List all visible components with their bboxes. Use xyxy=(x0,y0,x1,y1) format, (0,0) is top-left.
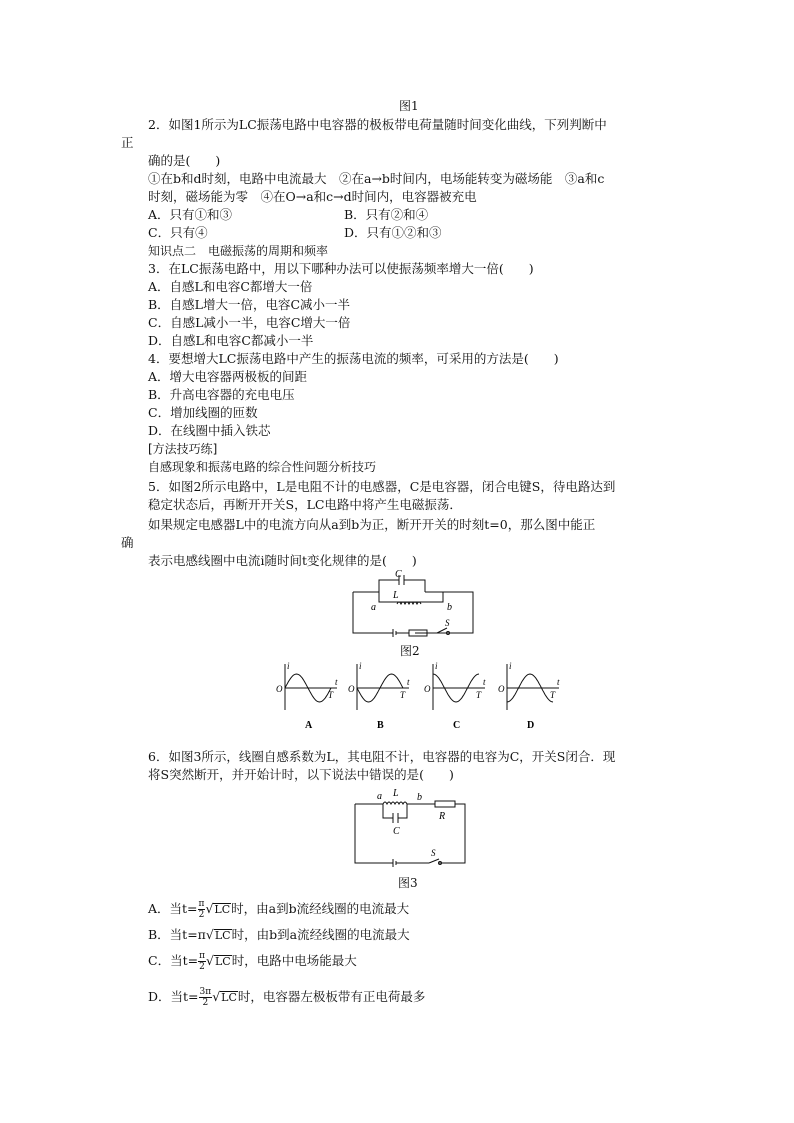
fig2-label-l: L xyxy=(393,590,399,601)
q3-option-d: D．自感L和电容C都减小一半 xyxy=(148,333,314,348)
q6-option-a-pre: A．当t= xyxy=(148,901,198,916)
graph-label-i: i xyxy=(287,661,290,671)
fig2-label-c: C xyxy=(395,569,402,580)
fig2-circuit xyxy=(353,569,473,634)
fig2-label-a: a xyxy=(371,602,376,613)
q4-option-c: C．增加线圈的匝数 xyxy=(148,405,258,420)
fig3-label-r: R xyxy=(439,811,446,822)
q5-line2: 稳定状态后，再断开开关S，LC电路中将产生电磁振荡． xyxy=(148,497,462,512)
q4-option-d: D．在线圈中插入铁芯 xyxy=(148,423,271,438)
q3-option-b: B．自感L增大一倍，电容C减小一半 xyxy=(148,297,351,312)
q2-option-c: C．只有④ xyxy=(148,225,208,240)
graph-c xyxy=(424,661,486,731)
q5-wrap: 确 xyxy=(121,535,134,550)
graph-choice-label: A xyxy=(305,720,313,731)
q2-stem-wrap: 正 xyxy=(121,135,134,150)
fig2-label-b: b xyxy=(447,602,452,613)
q2-statements-line1: ①在b和d时刻，电路中电流最大 ②在a→b时间内，电场能转变为磁场能 ③a和c xyxy=(148,171,605,186)
graph-label-i: i xyxy=(359,661,362,671)
graph-label-period: T xyxy=(550,690,556,700)
fraction-pi-over-2: $\frac{\pi}{2}$ xyxy=(198,899,205,920)
q4-option-a: A．增大电容器两极板的间距 xyxy=(148,369,308,384)
graph-label-origin: O xyxy=(424,684,431,694)
method-tag: [方法技巧练] xyxy=(148,442,218,456)
graph-label-origin: O xyxy=(348,684,355,694)
graph-choice-label: D xyxy=(527,720,535,731)
graph-label-period: T xyxy=(400,690,406,700)
graph-label-t: t xyxy=(407,677,410,687)
q6-option-b: B．当t=π√LC时，由b到a流经线圈的电流最大 xyxy=(148,927,410,942)
q5-line3: 如果规定电感器L中的电流方向从a到b为正，断开开关的时刻t=0，那么图中能正 xyxy=(148,517,596,532)
graph-label-i: i xyxy=(509,661,512,671)
fig2-answer-graphs xyxy=(265,660,565,735)
q3-option-a: A．自感L和电容C都增大一倍 xyxy=(148,279,313,294)
graph-b xyxy=(348,661,410,731)
q2-stem-line2: 确的是( ) xyxy=(148,153,221,168)
q2-statements-line2: 时刻，磁场能为零 ④在O→a和c→d时间内，电容器被充电 xyxy=(148,189,477,204)
q4-option-b: B．升高电容器的充电电压 xyxy=(148,387,295,402)
graph-label-origin: O xyxy=(498,684,505,694)
fraction-pi-over-2: $\frac{\pi}{2}$ xyxy=(199,951,205,972)
method-title: 自感现象和振荡电路的综合性问题分析技巧 xyxy=(148,460,377,474)
fig1-caption: 图1 xyxy=(399,99,419,113)
q3-option-c: C．自感L减小一半，电容C增大一倍 xyxy=(148,315,351,330)
q4-stem: 4．要想增大LC振荡电路中产生的振荡电流的频率，可采用的方法是( ) xyxy=(148,351,559,366)
q6-option-b-pre: B．当t=π xyxy=(148,927,206,942)
q6-option-b-post: 时，由b到a流经线圈的电流最大 xyxy=(231,927,410,942)
graph-label-t: t xyxy=(335,677,338,687)
q6-option-c: C．当t= $\frac{\pi}{2}$ √LC时，电路中电场能最大 xyxy=(148,951,357,972)
fig3-circuit xyxy=(355,788,471,864)
graph-d xyxy=(498,661,560,731)
section-heading: 知识点二 电磁振荡的周期和频率 xyxy=(148,244,329,258)
q6-option-c-post: 时，电路中电场能最大 xyxy=(231,953,357,968)
fig3-label-s: S xyxy=(431,848,436,858)
graph-a xyxy=(276,661,338,731)
graph-label-origin: O xyxy=(276,684,283,694)
graph-label-i: i xyxy=(435,661,438,671)
fig3-label-c: C xyxy=(393,826,400,837)
fig2-caption: 图2 xyxy=(400,644,420,658)
q6-option-a: A．当t= $\frac{\pi}{2}$ √LC时，由a到b流经线圈的电流最大 xyxy=(148,899,410,920)
fig3-caption: 图3 xyxy=(398,876,418,890)
q6-option-c-pre: C．当t= xyxy=(148,953,199,968)
graph-label-period: T xyxy=(328,690,334,700)
q2-option-b: B．只有②和④ xyxy=(344,207,429,222)
fig3-label-l: L xyxy=(393,788,399,799)
q2-option-d: D．只有①②和③ xyxy=(344,225,442,240)
graph-choice-label: B xyxy=(377,720,384,731)
fig3-label-a: a xyxy=(377,791,382,802)
q5-line1: 5．如图2所示电路中，L是电阻不计的电感器，C是电容器，闭合电键S，待电路达到 xyxy=(148,479,616,494)
q2-stem-line1: 2．如图1所示为LC振荡电路中电容器的极板带电荷量随时间变化曲线，下列判断中 xyxy=(148,117,607,132)
q6-line2: 将S突然断开，并开始计时，以下说法中错误的是( ) xyxy=(148,767,454,782)
graph-choice-label: C xyxy=(453,720,461,731)
fig2-label-s: S xyxy=(445,618,450,628)
q6-line1: 6．如图3所示，线圈自感系数为L，其电阻不计，电容器的电容为C，开关S闭合．现 xyxy=(148,749,616,764)
q5-line4: 表示电感线圈中电流i随时间t变化规律的是( ) xyxy=(148,553,417,568)
q6-option-d: D．当t= $\frac{3\pi}{2}$ √LC时，电容器左极板带有正电荷最多 xyxy=(148,987,426,1008)
q6-option-a-post: 时，由a到b流经线圈的电流最大 xyxy=(231,901,410,916)
q2-option-a: A．只有①和③ xyxy=(148,207,233,222)
q3-stem: 3．在LC振荡电路中，用以下哪种办法可以使振荡频率增大一倍( ) xyxy=(148,261,534,276)
fig3-label-b: b xyxy=(417,792,422,803)
graph-label-t: t xyxy=(483,677,486,687)
graph-label-t: t xyxy=(557,677,560,687)
fraction-3pi-over-2: $\frac{3\pi}{2}$ xyxy=(199,987,212,1008)
q6-option-d-pre: D．当t= xyxy=(148,989,199,1004)
graph-label-period: T xyxy=(476,690,482,700)
q6-option-d-post: 时，电容器左极板带有正电荷最多 xyxy=(237,989,426,1004)
